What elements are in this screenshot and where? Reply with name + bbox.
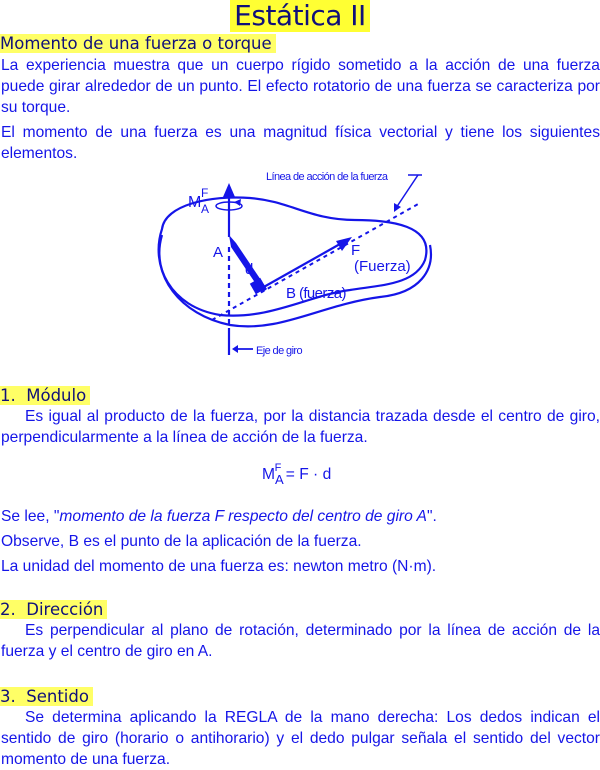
section-heading [0, 34, 276, 54]
moment-formula [262, 462, 332, 487]
elements-paragraph: El momento de una fuerza es una magnitud física vectorial y tiene los siguientes elementos. [1, 124, 600, 162]
force-name-label: (Fuerza) [354, 258, 411, 275]
direccion-heading [0, 600, 107, 620]
section-heading-text: Momento de una fuerza o torque [0, 34, 276, 53]
distance-label: d [245, 261, 254, 278]
intro-paragraph: La experiencia muestra que un cuerpo rígido sometido a la acción de una fuerza puede girar alrededor de un punto. El efecto rotatorio de una fuerza se caracteriza por su torque. [1, 57, 600, 116]
reading-line [1, 506, 600, 527]
reading-italic: momento de la fuerza F respecto del centro de giro A [59, 508, 427, 525]
point-b-label: B (fuerza) [286, 285, 346, 302]
formula-rhs: = F · d [285, 466, 332, 483]
axis-label: Eje de giro [256, 345, 302, 357]
line-of-action-label: Línea de acción de la fuerza [266, 171, 388, 183]
page-title-text: Estática II [230, 0, 370, 32]
observe-line: Observe, B es el punto de la aplicación de la fuerza. [1, 533, 362, 550]
direccion-heading-text: 2. Dirección [0, 600, 107, 619]
direccion-paragraph: Es perpendicular al plano de rotación, determinado por la línea de acción de la fuerza y el centro de giro en A. [1, 622, 600, 660]
modulo-heading [0, 386, 90, 406]
page-title [0, 0, 600, 32]
sentido-heading [0, 687, 93, 707]
modulo-heading-text: 1. Módulo [0, 386, 90, 405]
torque-diagram [150, 165, 450, 365]
formula-sup: F [274, 462, 282, 474]
moment-sup-label: F [201, 186, 209, 200]
force-label: F [351, 242, 361, 259]
sentido-paragraph: Se determina aplicando la REGLA de la mano derecha: Los dedos indican el sentido de giro (horario o antihorario) y el dedo pulgar señala el sentido del vector momento de una fuerza. [1, 709, 600, 768]
moment-label: M [188, 194, 202, 211]
formula-m: M [262, 466, 275, 483]
reading-prefix: Se lee, " [1, 508, 60, 525]
reading-suffix: ". [426, 508, 437, 525]
moment-sub-label: A [201, 202, 210, 216]
sentido-heading-text: 3. Sentido [0, 687, 93, 706]
unit-line: La unidad del momento de una fuerza es: newton metro (N·m). [1, 558, 437, 575]
modulo-paragraph: Es igual al producto de la fuerza, por la distancia trazada desde el centro de giro, perpendicularmente a la línea de acción de la fuerza. [1, 408, 600, 446]
formula-sub: A [275, 472, 284, 487]
point-a-label: A [213, 244, 224, 261]
